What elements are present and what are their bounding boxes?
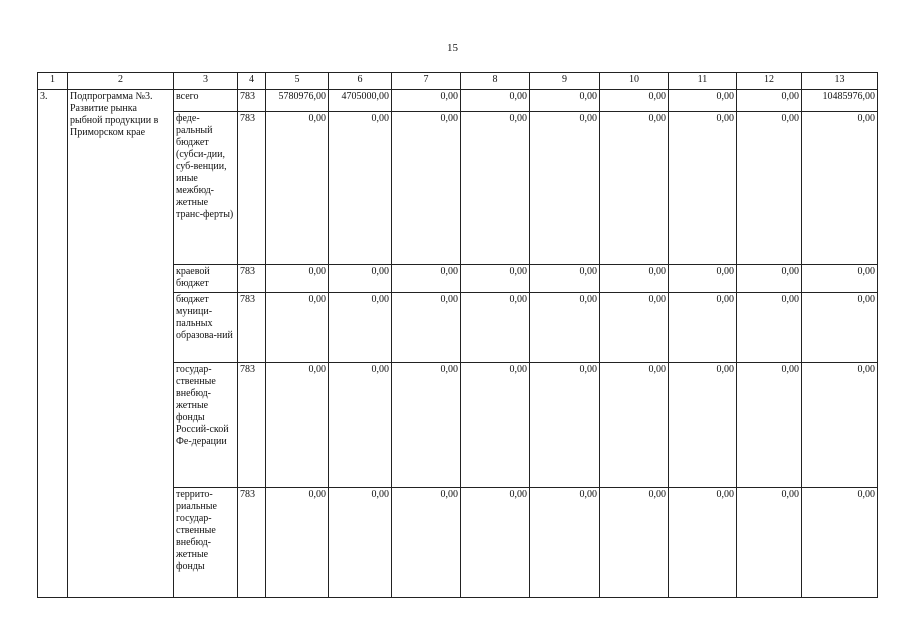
value-cell: 0,00: [392, 293, 461, 363]
value-cell: 0,00: [530, 112, 600, 265]
value-cell: 0,00: [802, 112, 878, 265]
value-cell: 0,00: [802, 488, 878, 598]
code-cell: 783: [238, 293, 266, 363]
value-cell: 5780976,00: [266, 90, 329, 112]
funding-source: краевой бюджет: [174, 265, 238, 293]
header-cell: 2: [68, 73, 174, 90]
value-cell: 0,00: [530, 293, 600, 363]
value-cell: 0,00: [266, 293, 329, 363]
funding-source: террито-риальные государ-ственные внебюд-жетные фонды: [174, 488, 238, 598]
value-cell: 0,00: [392, 90, 461, 112]
value-cell: 0,00: [737, 265, 802, 293]
page-number: 15: [447, 42, 458, 54]
value-cell: 0,00: [600, 488, 669, 598]
value-cell: 0,00: [329, 265, 392, 293]
value-cell: 0,00: [737, 293, 802, 363]
value-cell: 0,00: [329, 112, 392, 265]
value-cell: 0,00: [600, 363, 669, 488]
program-name: Подпрограмма №3. Развитие рынка рыбной продукции в Приморском крае: [68, 90, 174, 598]
value-cell: 0,00: [737, 488, 802, 598]
value-cell: 0,00: [530, 363, 600, 488]
value-cell: 0,00: [266, 265, 329, 293]
value-cell: 0,00: [461, 293, 530, 363]
value-cell: 0,00: [600, 112, 669, 265]
funding-source: всего: [174, 90, 238, 112]
header-cell: 10: [600, 73, 669, 90]
value-cell: 0,00: [669, 293, 737, 363]
value-cell: 4705000,00: [329, 90, 392, 112]
row-number: 3.: [38, 90, 68, 598]
value-cell: 0,00: [461, 363, 530, 488]
value-cell: 10485976,00: [802, 90, 878, 112]
value-cell: 0,00: [461, 265, 530, 293]
value-cell: 0,00: [600, 265, 669, 293]
code-cell: 783: [238, 112, 266, 265]
value-cell: 0,00: [329, 363, 392, 488]
header-cell: 8: [461, 73, 530, 90]
value-cell: 0,00: [669, 488, 737, 598]
value-cell: 0,00: [737, 112, 802, 265]
header-cell: 1: [38, 73, 68, 90]
header-cell: 11: [669, 73, 737, 90]
value-cell: 0,00: [461, 112, 530, 265]
header-cell: 12: [737, 73, 802, 90]
value-cell: 0,00: [266, 112, 329, 265]
header-cell: 6: [329, 73, 392, 90]
value-cell: 0,00: [461, 488, 530, 598]
value-cell: 0,00: [266, 363, 329, 488]
code-cell: 783: [238, 363, 266, 488]
value-cell: 0,00: [802, 363, 878, 488]
value-cell: 0,00: [669, 90, 737, 112]
code-cell: 783: [238, 265, 266, 293]
header-cell: 3: [174, 73, 238, 90]
header-cell: 13: [802, 73, 878, 90]
header-cell: 9: [530, 73, 600, 90]
value-cell: 0,00: [392, 112, 461, 265]
value-cell: 0,00: [392, 488, 461, 598]
value-cell: 0,00: [329, 293, 392, 363]
funding-source: феде-ральный бюджет (субси-дии, суб-венции, иные межбюд-жетные транс-ферты): [174, 112, 238, 265]
value-cell: 0,00: [802, 265, 878, 293]
header-row: [38, 73, 878, 90]
header-cell: 5: [266, 73, 329, 90]
value-cell: 0,00: [392, 363, 461, 488]
code-cell: 783: [238, 90, 266, 112]
value-cell: 0,00: [392, 265, 461, 293]
table-row-total: [38, 90, 878, 112]
value-cell: 0,00: [461, 90, 530, 112]
value-cell: 0,00: [737, 363, 802, 488]
value-cell: 0,00: [669, 363, 737, 488]
funding-source: государ-ственные внебюд-жетные фонды Россий-ской Фе-дерации: [174, 363, 238, 488]
value-cell: 0,00: [600, 90, 669, 112]
value-cell: 0,00: [802, 293, 878, 363]
value-cell: 0,00: [329, 488, 392, 598]
value-cell: 0,00: [530, 90, 600, 112]
funding-source: бюджет муници-пальных образова-ний: [174, 293, 238, 363]
code-cell: 783: [238, 488, 266, 598]
value-cell: 0,00: [266, 488, 329, 598]
value-cell: 0,00: [600, 293, 669, 363]
header-cell: 7: [392, 73, 461, 90]
value-cell: 0,00: [530, 265, 600, 293]
header-cell: 4: [238, 73, 266, 90]
value-cell: 0,00: [669, 112, 737, 265]
value-cell: 0,00: [737, 90, 802, 112]
value-cell: 0,00: [530, 488, 600, 598]
budget-table: [37, 72, 878, 598]
value-cell: 0,00: [669, 265, 737, 293]
